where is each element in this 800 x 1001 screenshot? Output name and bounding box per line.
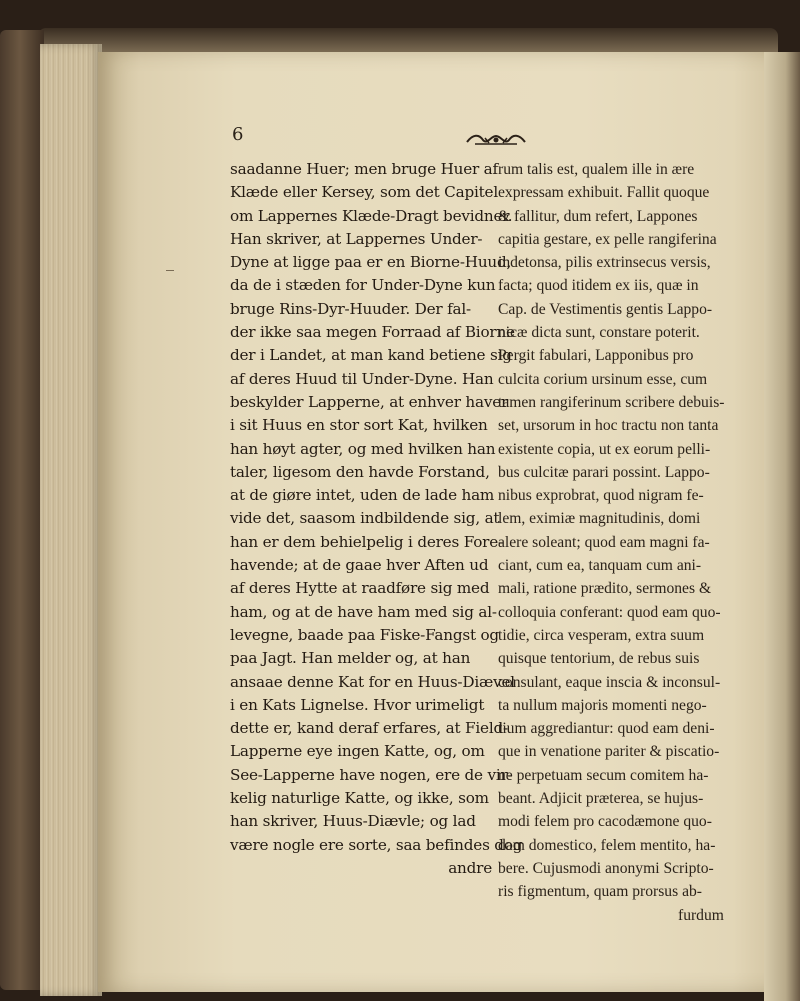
text-line: & fallitur, dum refert, Lappones: [498, 207, 698, 225]
text-line: Lapperne eye ingen Katte, og, om: [230, 742, 485, 761]
text-line: capitia gestare, ex pelle rangiferina: [498, 230, 717, 248]
text-line: nicæ dicta sunt, constare poterit.: [498, 324, 700, 342]
text-line: af deres Huud til Under-Dyne. Han: [230, 369, 494, 388]
text-line: alere soleant; quod eam magni fa-: [498, 533, 710, 551]
text-line: modi felem pro cacodæmone quo-: [498, 813, 712, 831]
text-line: existente copia, ut ex eorum pelli-: [498, 440, 711, 458]
text-line: saadanne Huer; men bruge Huer af: [230, 160, 498, 178]
text-line: bus culcitæ parari possint. Lappo-: [498, 463, 710, 481]
text-line: da de i stæden for Under-Dyne kun: [230, 276, 496, 295]
text-line: taler, ligesom den havde Forstand,: [230, 462, 490, 481]
text-line: facta; quod itidem ex iis, quæ in: [498, 277, 699, 295]
text-line: af deres Hytte at raadføre sig med: [230, 579, 490, 598]
margin-mark: [166, 270, 174, 271]
text-line: set, ursorum in hoc tractu non tanta: [498, 417, 719, 435]
text-line: rum talis est, qualem ille in ære: [498, 161, 695, 178]
text-line: andre: [448, 858, 492, 877]
text-line: der ikke saa megen Forraad af Biorne: [230, 323, 515, 342]
text-line: ris figmentum, quam prorsus ab-: [498, 883, 702, 901]
text-line: han er dem behielpelig i deres Fore-: [230, 532, 503, 551]
text-line: i sit Huus en stor sort Kat, hvilken: [230, 416, 488, 435]
text-line: i en Kats Lignelse. Hvor urimeligt: [230, 695, 485, 714]
text-line: der i Landet, at man kand betiene sig: [230, 346, 512, 365]
text-line: expressam exhibuit. Fallit quoque: [498, 184, 710, 202]
text-line: havende; at de gaae hver Aften ud: [230, 556, 489, 575]
text-line: bere. Cujusmodi anonymi Scripto-: [498, 859, 714, 877]
text-line: beant. Adjicit præterea, se hujus-: [498, 790, 704, 808]
text-line: ham, og at de have ham med sig al-: [230, 602, 497, 621]
text-line: quisque tentorium, de rebus suis: [498, 650, 700, 668]
text-line: beskylder Lapperne, at enhver haver: [230, 392, 509, 411]
text-line: indetonsa, pilis extrinsecus versis,: [498, 254, 711, 272]
text-line: kelig naturlige Katte, og ikke, som: [230, 789, 489, 808]
text-line: furdum: [678, 906, 724, 924]
text-line: han høyt agter, og med hvilken han: [230, 439, 496, 458]
text-line: consulant, eaque inscia & inconsul-: [498, 673, 721, 691]
text-line: ansaae denne Kat for en Huus-Diævel: [230, 672, 515, 691]
text-line: vide det, saasom indbildende sig, at: [230, 509, 500, 528]
text-line: ta nullum majoris momenti nego-: [498, 696, 707, 714]
text-line: colloquia conferant: quod eam quo-: [498, 603, 721, 621]
text-line: bruge Rins-Dyr-Huuder. Der fal-: [230, 299, 471, 318]
text-line: lem, eximiæ magnitudinis, domi: [498, 510, 701, 528]
page-gutter: [764, 52, 800, 1001]
text-line: tamen rangiferinum scribere debuis-: [498, 393, 725, 411]
book-spine-edge: [0, 30, 44, 990]
text-line: Han skriver, at Lappernes Under-: [230, 229, 483, 248]
text-line: han skriver, Huus-Diævle; og lad: [230, 812, 476, 831]
text-line: Klæde eller Kersey, som det Capitel: [230, 183, 498, 202]
text-line: culcita corium ursinum esse, cum: [498, 370, 708, 388]
text-line: See-Lapperne have nogen, ere de vir-: [230, 765, 513, 784]
latin-text-column: [498, 158, 766, 927]
text-line: ne perpetuam secum comitem ha-: [498, 766, 709, 784]
text-line: Pergit fabulari, Lapponibus pro: [498, 347, 694, 365]
text-line: dette er, kand deraf erfares, at Field-: [230, 719, 508, 738]
headpiece-ornament-icon: [465, 132, 527, 148]
text-line: Dyne at ligge paa er en Biorne-Huud,: [230, 253, 512, 272]
text-line: nibus exprobrat, quod nigram fe-: [498, 487, 704, 505]
text-line: om Lappernes Klæde-Dragt bevidner.: [230, 206, 513, 225]
text-line: være nogle ere sorte, saa befindes dog: [230, 835, 523, 854]
text-line: mali, ratione prædito, sermones &: [498, 580, 712, 598]
text-line: paa Jagt. Han melder og, at han: [230, 649, 471, 668]
text-line: levegne, baade paa Fiske-Fangst og: [230, 625, 499, 644]
text-line: ciant, cum ea, tanquam cum ani-: [498, 557, 702, 575]
text-line: Cap. de Vestimentis gentis Lappo-: [498, 300, 713, 318]
text-line: at de giøre intet, uden de lade ham: [230, 486, 495, 505]
text-line: que in venatione pariter & piscatio-: [498, 743, 720, 761]
text-line: tidie, circa vesperam, extra suum: [498, 626, 705, 644]
page-number: 6: [232, 124, 244, 145]
page-stack-edge: [40, 44, 102, 996]
danish-text-column: [230, 158, 523, 880]
text-line: dam domestico, felem mentito, ha-: [498, 836, 716, 854]
text-line: tium aggrediantur: quod eam deni-: [498, 720, 715, 738]
